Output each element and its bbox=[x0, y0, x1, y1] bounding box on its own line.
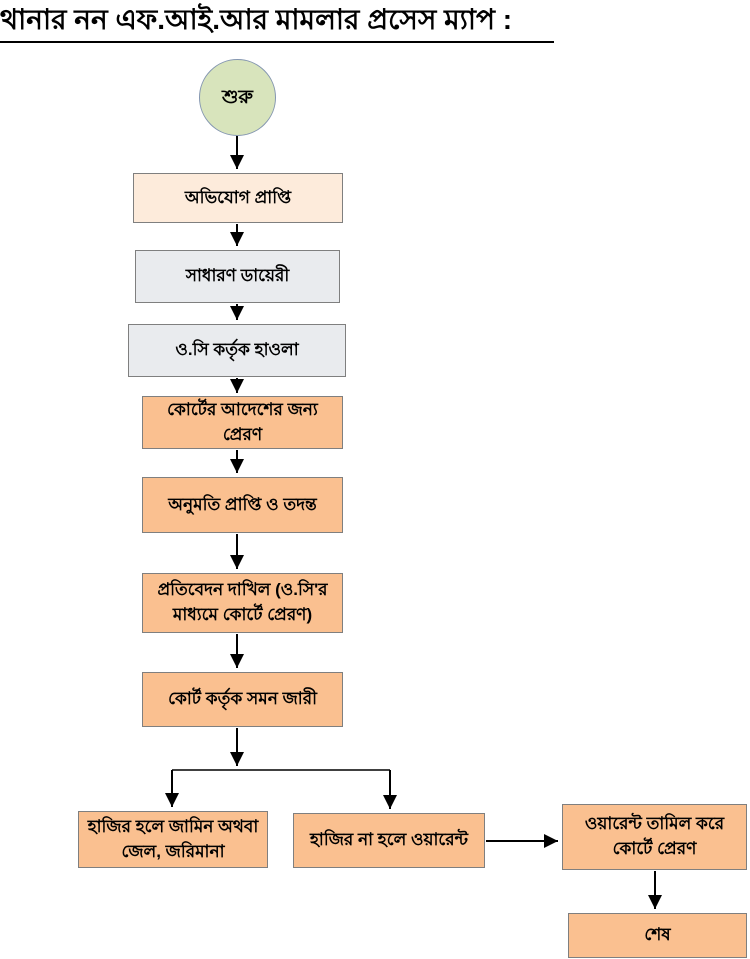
flow-box-appear-bail-jail: হাজির হলে জামিন অথবা জেল, জরিমানা bbox=[78, 811, 268, 868]
flow-box-complaint-received: অভিযোগ প্রাপ্তি bbox=[133, 173, 343, 223]
flow-box-not-appear-warrant: হাজির না হলে ওয়ারেন্ট bbox=[293, 813, 485, 868]
page-title: থানার নন এফ.আই.আর মামলার প্রসেস ম্যাপ : bbox=[0, 2, 554, 43]
flow-box-report-submission: প্রতিবেদন দাখিল (ও.সি'র মাধ্যমে কোর্টে প্রেরণ) bbox=[142, 573, 343, 633]
flow-box-oc-haola: ও.সি কর্তৃক হাওলা bbox=[128, 324, 346, 377]
flow-box-send-for-court-order: কোর্টের আদেশের জন্য প্রেরণ bbox=[142, 396, 343, 449]
flow-box-permission-investigation: অনুমতি প্রাপ্তি ও তদন্ত bbox=[142, 477, 343, 533]
end-node: শেষ bbox=[568, 913, 747, 958]
start-node: শুরু bbox=[199, 59, 276, 136]
flow-box-court-summon: কোর্ট কর্তৃক সমন জারী bbox=[142, 672, 343, 727]
flow-box-warrant-executed: ওয়ারেন্ট তামিল করে কোর্টে প্রেরণ bbox=[562, 804, 747, 870]
flow-box-general-diary: সাধারণ ডায়েরী bbox=[135, 250, 340, 303]
